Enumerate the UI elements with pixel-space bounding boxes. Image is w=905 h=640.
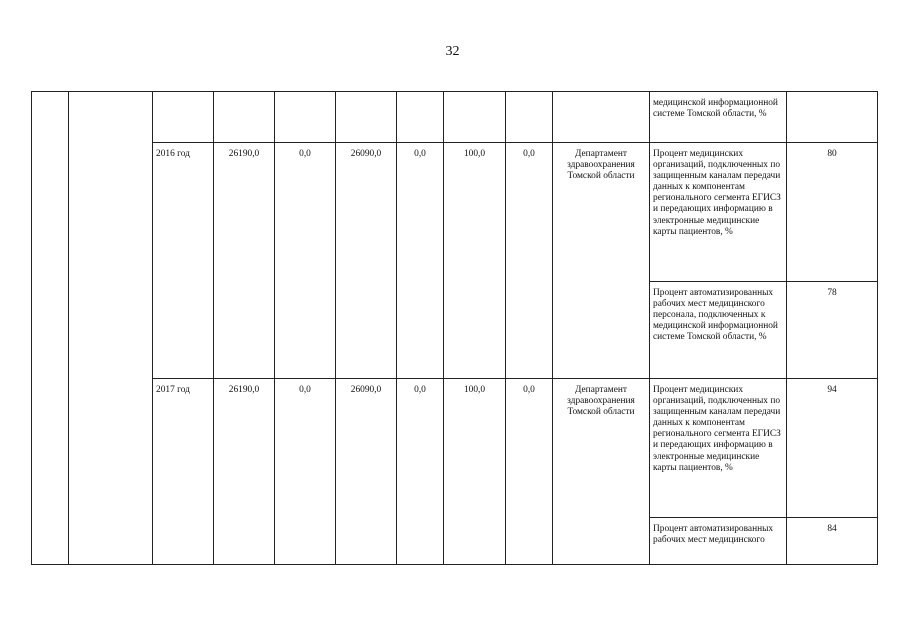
year-cell	[153, 92, 214, 143]
extra-cell: 100,0	[444, 143, 506, 379]
regional-cell	[336, 92, 397, 143]
local-cell: 0,0	[397, 143, 444, 379]
other-cell	[506, 92, 553, 143]
extra-cell	[444, 92, 506, 143]
indicator-value-cell: 84	[787, 518, 878, 565]
total-cell: 26190,0	[214, 379, 275, 565]
number-cell	[32, 92, 69, 565]
indicator-cell: Процент медицинских организаций, подключенных по защищенным каналам передачи данных к компонентам регионального сегмента ЕГИСЗ и передающих информацию в электронные медицинские карты пациентов, %	[650, 379, 787, 518]
table-row	[32, 143, 878, 282]
other-cell: 0,0	[506, 143, 553, 379]
indicator-cell: медицинской информационной системе Томской области, %	[650, 92, 787, 143]
federal-cell	[275, 92, 336, 143]
indicator-value-cell	[787, 92, 878, 143]
regional-cell: 26090,0	[336, 379, 397, 565]
indicator-cell: Процент медицинских организаций, подключенных по защищенным каналам передачи данных к компонентам регионального сегмента ЕГИСЗ и передающих информацию в электронные медицинские карты пациентов, %	[650, 143, 787, 282]
local-cell: 0,0	[397, 379, 444, 565]
department-cell: Департамент здравоохранения Томской области	[553, 379, 650, 565]
year-cell: 2017 год	[153, 379, 214, 565]
indicator-value-cell: 80	[787, 143, 878, 282]
indicator-value-cell: 78	[787, 282, 878, 379]
total-cell	[214, 92, 275, 143]
program-table	[31, 91, 878, 565]
federal-cell: 0,0	[275, 143, 336, 379]
regional-cell: 26090,0	[336, 143, 397, 379]
total-cell: 26190,0	[214, 143, 275, 379]
department-cell	[553, 92, 650, 143]
indicator-cell: Процент автоматизированных рабочих мест медицинского	[650, 518, 787, 565]
table-row	[32, 92, 878, 143]
local-cell	[397, 92, 444, 143]
extra-cell: 100,0	[444, 379, 506, 565]
department-cell: Департамент здравоохранения Томской области	[553, 143, 650, 379]
indicator-cell: Процент автоматизированных рабочих мест медицинского персонала, подключенных к медицинской информационной системе Томской области, %	[650, 282, 787, 379]
table-row	[32, 379, 878, 518]
other-cell: 0,0	[506, 379, 553, 565]
year-cell: 2016 год	[153, 143, 214, 379]
indicator-value-cell: 94	[787, 379, 878, 518]
page-number: 32	[445, 44, 460, 59]
task-cell	[69, 92, 153, 565]
federal-cell: 0,0	[275, 379, 336, 565]
